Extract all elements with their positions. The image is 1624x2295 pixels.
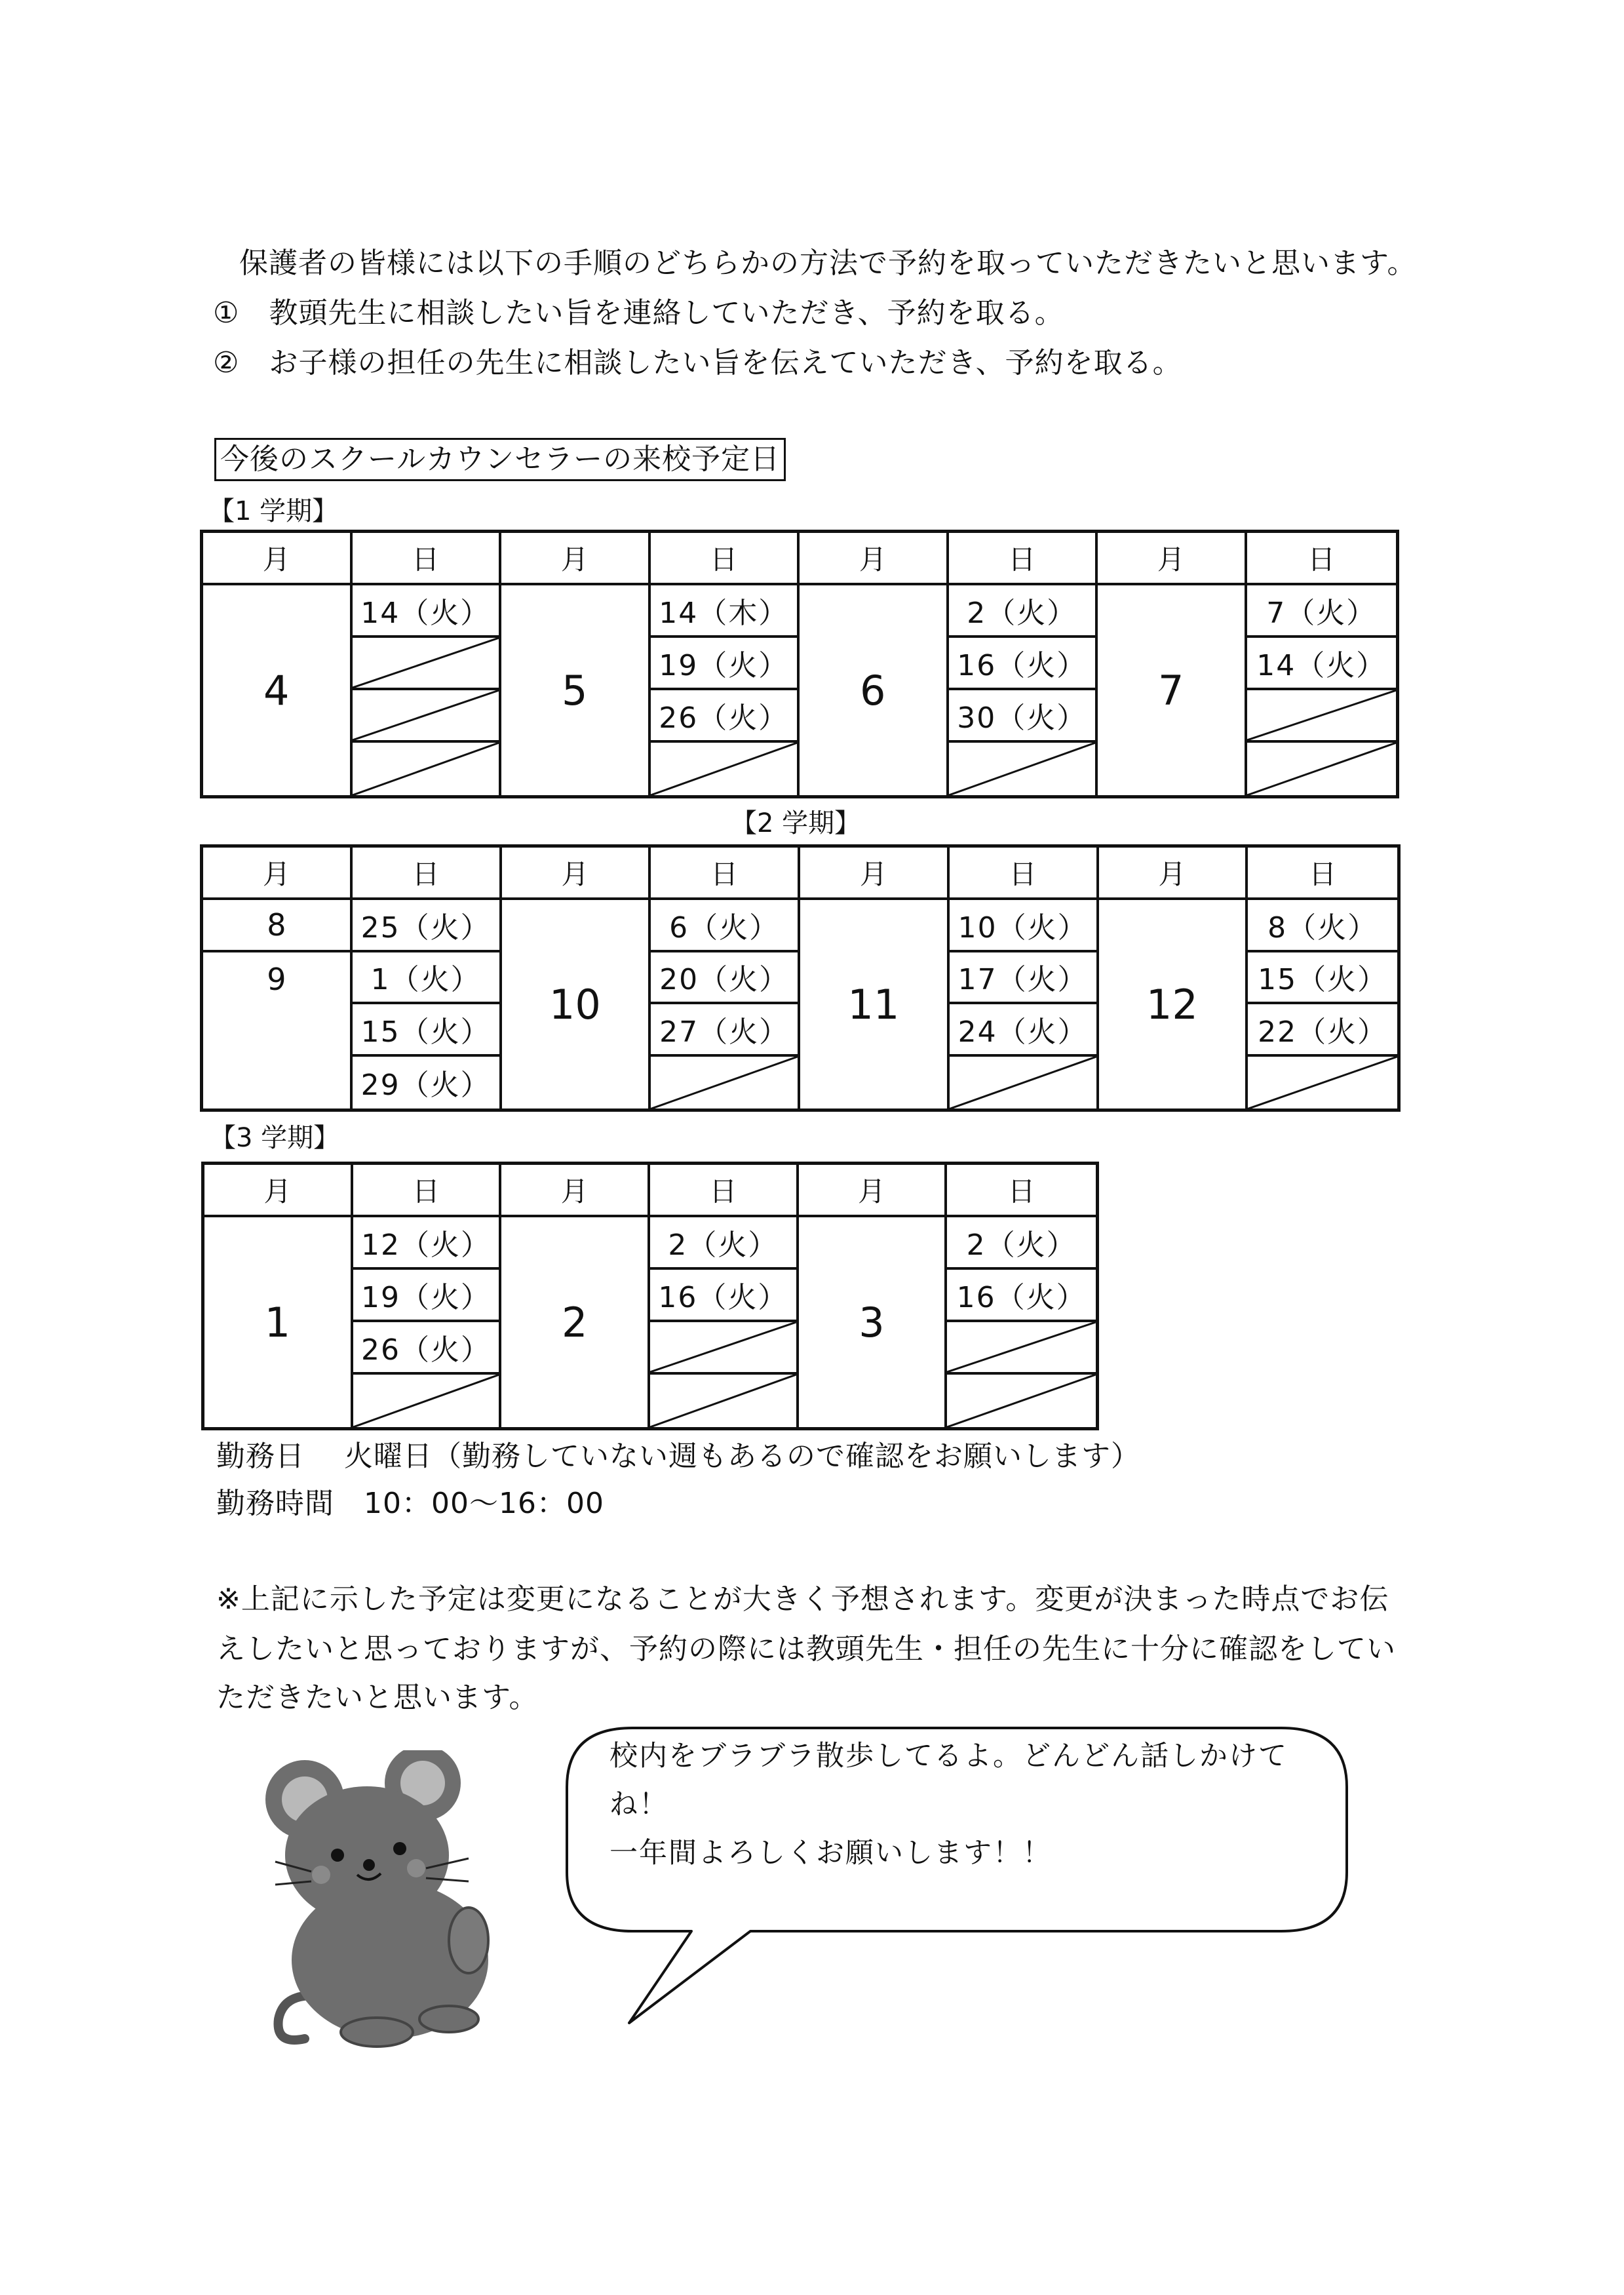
month-cell: 11 (800, 900, 950, 1108)
empty-day-cell (353, 1375, 502, 1427)
empty-day-cell (353, 638, 502, 690)
month-cell: 2 (501, 1217, 650, 1427)
day-cell: 19（火） (651, 638, 800, 690)
header-month: 月 (203, 848, 353, 900)
header-month: 月 (501, 1165, 650, 1217)
speech-bubble (560, 1715, 1353, 2043)
day-cell: 20（火） (651, 952, 800, 1005)
day-cell: 29（火） (353, 1057, 502, 1109)
day-cell: 17（火） (950, 952, 1099, 1005)
day-cell: 15（火） (353, 1004, 502, 1057)
empty-day-cell (950, 1057, 1099, 1109)
schedule-title: 今後のスクールカウンセラーの来校予定日 (214, 438, 786, 481)
day-cell: 16（火） (650, 1270, 799, 1322)
term-2-calendar (200, 844, 1401, 1112)
bubble-line-2: ね！ (609, 1788, 668, 1821)
day-cell: 7（火） (1247, 585, 1397, 638)
header-day: 日 (353, 848, 502, 900)
month-cell: 9 (203, 952, 353, 1109)
day-cell: 6（火） (651, 900, 800, 952)
day-cell: 2（火） (650, 1217, 799, 1270)
note-line-3: ただきたいと思います。 (216, 1681, 539, 1714)
day-cell: 2（火） (947, 1217, 1096, 1270)
empty-day-cell (947, 1375, 1096, 1427)
term-1-calendar (200, 530, 1399, 798)
day-cell: 24（火） (950, 1004, 1099, 1057)
month-cell: 4 (203, 585, 353, 795)
empty-day-cell (947, 1322, 1096, 1375)
mouse-illustration (259, 1750, 534, 2052)
step-2: ② お子様の担任の先生に相談したい旨を伝えていただき、予約を取る。 (213, 346, 1182, 380)
work-hours: 勤務時間 10：00～16：00 (216, 1487, 604, 1520)
header-day: 日 (353, 533, 502, 585)
month-cell: 5 (501, 585, 651, 795)
bubble-line-1: 校内をブラブラ散歩してるよ。どんどん話しかけて (609, 1740, 1288, 1773)
bubble-line-3: 一年間よろしくお願いします！！ (609, 1837, 1052, 1870)
intro-line: 保護者の皆様には以下の手順のどちらかの方法で予約を取っていただきたいと思います。 (239, 246, 1417, 280)
step-1: ① 教頭先生に相談したい旨を連絡していただき、予約を取る。 (213, 296, 1064, 330)
day-cell: 26（火） (353, 1322, 502, 1375)
day-cell: 8（火） (1248, 900, 1397, 952)
day-cell: 26（火） (651, 690, 800, 743)
day-cell: 16（火） (949, 638, 1098, 690)
header-month: 月 (799, 1165, 948, 1217)
day-cell: 30（火） (949, 690, 1098, 743)
header-day: 日 (651, 533, 800, 585)
day-cell: 14（火） (353, 585, 502, 638)
note-line-1: ※上記に示した予定は変更になることが大きく予想されます。変更が決まった時点でお伝 (216, 1582, 1389, 1616)
header-day: 日 (949, 533, 1098, 585)
empty-day-cell (1247, 743, 1397, 795)
day-cell: 2（火） (949, 585, 1098, 638)
header-day: 日 (950, 848, 1099, 900)
empty-day-cell (651, 1057, 800, 1109)
month-cell: 6 (800, 585, 949, 795)
day-cell: 12（火） (353, 1217, 502, 1270)
day-cell: 10（火） (950, 900, 1099, 952)
header-day: 日 (947, 1165, 1096, 1217)
header-month: 月 (501, 533, 651, 585)
work-days: 勤務日 火曜日（勤務していない週もあるので確認をお願いします） (216, 1440, 1140, 1473)
header-day: 日 (651, 848, 800, 900)
day-cell: 15（火） (1248, 952, 1397, 1005)
month-cell: 10 (502, 900, 651, 1108)
term-2-label: 【2 学期】 (731, 808, 861, 838)
term-3-label: 【3 学期】 (210, 1123, 340, 1153)
empty-day-cell (353, 690, 502, 743)
day-cell: 25（火） (353, 900, 502, 952)
empty-day-cell (1247, 690, 1397, 743)
month-cell: 12 (1099, 900, 1248, 1108)
header-month: 月 (1099, 848, 1248, 900)
empty-day-cell (650, 1375, 799, 1427)
month-cell: 3 (799, 1217, 948, 1427)
month-cell: 8 (203, 900, 353, 952)
month-cell: 1 (204, 1217, 353, 1427)
term-3-calendar (201, 1162, 1099, 1430)
header-month: 月 (1098, 533, 1247, 585)
day-cell: 14（火） (1247, 638, 1397, 690)
header-day: 日 (1248, 848, 1397, 900)
day-cell: 22（火） (1248, 1004, 1397, 1057)
header-day: 日 (1247, 533, 1397, 585)
term-1-label: 【1 学期】 (208, 496, 339, 526)
day-cell: 16（火） (947, 1270, 1096, 1322)
day-cell: 14（木） (651, 585, 800, 638)
header-month: 月 (800, 533, 949, 585)
empty-day-cell (651, 743, 800, 795)
header-month: 月 (800, 848, 950, 900)
empty-day-cell (650, 1322, 799, 1375)
empty-day-cell (949, 743, 1098, 795)
header-month: 月 (502, 848, 651, 900)
day-cell: 19（火） (353, 1270, 502, 1322)
day-cell: 1（火） (353, 952, 502, 1005)
empty-day-cell (353, 743, 502, 795)
month-cell: 7 (1098, 585, 1247, 795)
header-month: 月 (204, 1165, 353, 1217)
note-line-2: えしたいと思っておりますが、予約の際には教頭先生・担任の先生に十分に確認をしてい (216, 1632, 1396, 1666)
header-day: 日 (650, 1165, 799, 1217)
empty-day-cell (1248, 1057, 1397, 1109)
day-cell: 27（火） (651, 1004, 800, 1057)
header-day: 日 (353, 1165, 502, 1217)
header-month: 月 (203, 533, 353, 585)
